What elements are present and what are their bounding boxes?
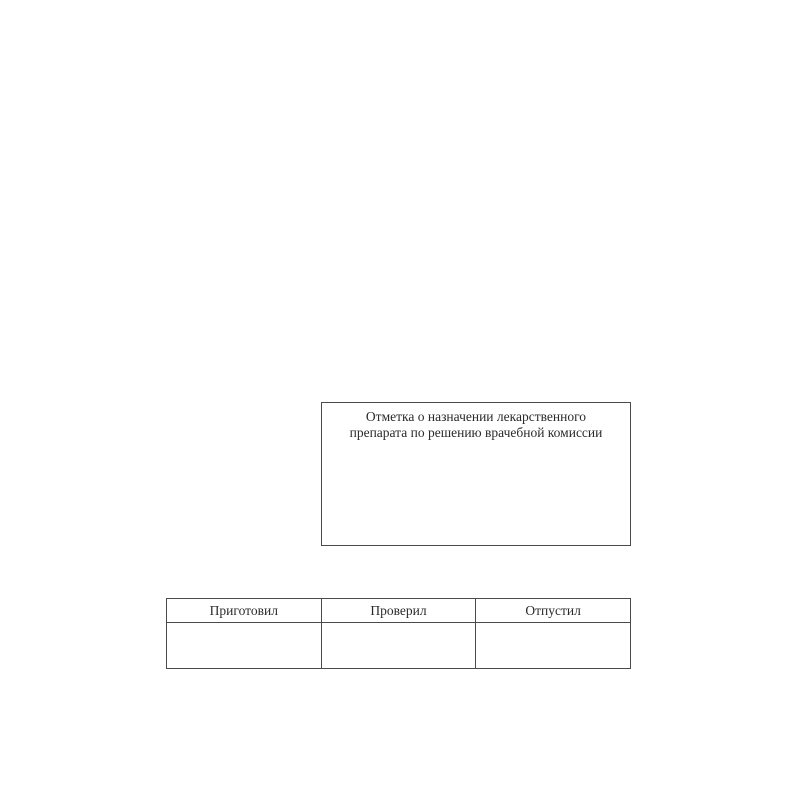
signature-cell-dispensed bbox=[476, 623, 631, 669]
commission-decision-box bbox=[321, 402, 631, 546]
column-header-prepared: Приготовил bbox=[167, 599, 322, 623]
commission-decision-title-line-2: препарата по решению врачебной комиссии bbox=[349, 425, 603, 440]
signature-table bbox=[166, 598, 631, 669]
signature-table-header-row bbox=[167, 599, 631, 623]
signature-cell-prepared bbox=[167, 623, 322, 669]
table-row bbox=[167, 623, 631, 669]
commission-decision-title-line-1: Отметка о назначении лекарственного bbox=[365, 409, 587, 424]
signature-cell-checked bbox=[321, 623, 476, 669]
commission-decision-title bbox=[322, 403, 630, 441]
column-header-dispensed: Отпустил bbox=[476, 599, 631, 623]
column-header-checked: Проверил bbox=[321, 599, 476, 623]
